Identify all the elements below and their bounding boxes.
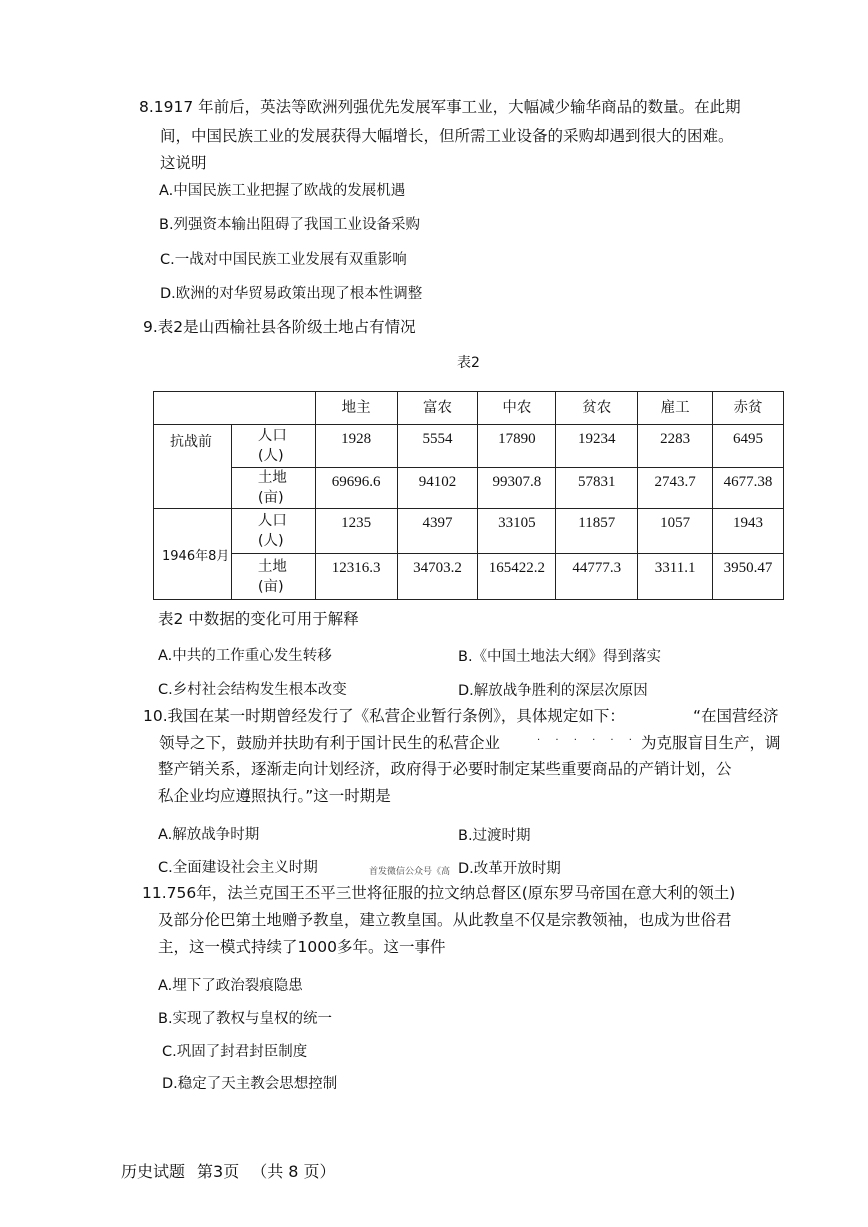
q10-stem-line-3: 整产销关系，逐渐走向计划经济，政府得于必要时制定某些重要商品的产销计划，公 — [158, 760, 732, 778]
table-cell: 12316.3 — [315, 554, 397, 600]
row-metric-population — [231, 425, 315, 468]
q11-option-b: B.实现了教权与皇权的统一 — [158, 1011, 333, 1027]
table-cell: 2743.7 — [638, 468, 713, 509]
q10-stem-line-1-quote: “在国营经济 — [693, 707, 779, 725]
column-header: 雇工 — [638, 392, 713, 425]
row-metric-population — [231, 509, 315, 554]
table-corner-cell — [154, 392, 316, 425]
table-cell: 5554 — [397, 425, 478, 468]
q9-stem: 9.表2是山西榆社县各阶级土地占有情况 — [143, 318, 416, 336]
row-metric-land — [231, 468, 315, 509]
q8-option-c: C.一战对中国民族工业发展有双重影响 — [160, 252, 407, 268]
q8-stem-line-2: 间，中国民族工业的发展获得大幅增长，但所需工业设备的采购却遇到很大的困难。 — [160, 127, 734, 145]
table-row — [154, 468, 784, 509]
table-cell: 165422.2 — [478, 554, 556, 600]
q11-stem-line-3: 主，这一模式持续了1000多年。这一事件 — [158, 938, 446, 956]
metric-label: 土地 (亩) — [257, 558, 287, 595]
table-cell: 99307.8 — [478, 468, 556, 509]
q11-option-d: D.稳定了天主教会思想控制 — [162, 1076, 338, 1092]
q11-stem-line-2: 及部分伦巴第土地赠予教皇，建立教皇国。从此教皇不仅是宗教领袖，也成为世俗君 — [158, 911, 732, 929]
q8-option-d: D.欧洲的对华贸易政策出现了根本性调整 — [160, 286, 423, 302]
q10-ellipsis: · · · · · · — [537, 735, 638, 746]
footer-page: 第3页 — [197, 1162, 240, 1181]
table-row — [154, 509, 784, 554]
q10-option-c: C.全面建设社会主义时期 — [158, 860, 318, 876]
period-label: 抗战前 — [154, 425, 232, 509]
footer-subject: 历史试题 — [121, 1162, 186, 1181]
q11-option-a: A.埋下了政治裂痕隐患 — [158, 978, 303, 994]
table-cell: 69696.6 — [315, 468, 397, 509]
q11-option-c: C.巩固了封君封臣制度 — [162, 1044, 308, 1060]
q10-option-b: B.过渡时期 — [458, 828, 531, 844]
column-header: 赤贫 — [713, 392, 784, 425]
table-cell: 2283 — [638, 425, 713, 468]
table-cell: 3950.47 — [713, 554, 784, 600]
column-header: 中农 — [478, 392, 556, 425]
table-row — [154, 554, 784, 600]
land-ownership-table — [153, 391, 784, 600]
q8-option-a: A.中国民族工业把握了欧战的发展机遇 — [159, 183, 406, 199]
table-cell: 19234 — [556, 425, 638, 468]
table-cell: 4397 — [397, 509, 478, 554]
column-header: 富农 — [397, 392, 478, 425]
q10-stem-line-4: 私企业均应遵照执行。”这一时期是 — [158, 787, 391, 805]
q10-stem-line-2: 领导之下，鼓励并扶助有利于国计民生的私营企业 — [159, 734, 501, 752]
q10-option-d: D.改革开放时期 — [458, 861, 561, 877]
footer-total: （共 8 页） — [251, 1162, 336, 1181]
table-cell: 1943 — [713, 509, 784, 554]
q10-option-a: A.解放战争时期 — [158, 827, 260, 843]
q8-stem-line-3: 这说明 — [160, 154, 207, 172]
q10-stem-line-1: 10.我国在某一时期曾经发行了《私营企业暂行条例》，具体规定如下： — [143, 707, 625, 725]
column-header: 地主 — [315, 392, 397, 425]
watermark-text: 首发微信公众号《高 — [369, 867, 451, 877]
metric-label: 人口 (人) — [257, 428, 287, 464]
table-cell: 34703.2 — [397, 554, 478, 600]
table-caption: 表2 — [457, 355, 480, 371]
table-cell: 1235 — [315, 509, 397, 554]
table-header-row — [154, 392, 784, 425]
table-cell: 44777.3 — [556, 554, 638, 600]
table-cell: 3311.1 — [638, 554, 713, 600]
column-header: 贫农 — [556, 392, 638, 425]
q11-stem-line-1: 11.756年，法兰克国王丕平三世将征服的拉文纳总督区(原东罗马帝国在意大利的领土) — [142, 884, 736, 902]
table-cell: 1057 — [638, 509, 713, 554]
table-cell: 4677.38 — [713, 468, 784, 509]
page-footer — [121, 1159, 348, 1182]
row-metric-land — [231, 554, 315, 600]
table-cell: 1928 — [315, 425, 397, 468]
metric-label: 土地 (亩) — [257, 470, 287, 506]
q9-option-d: D.解放战争胜利的深层次原因 — [458, 683, 648, 699]
table-cell: 33105 — [478, 509, 556, 554]
period-label: 1946年8月 — [154, 509, 232, 600]
q8-option-b: B.列强资本输出阻碍了我国工业设备采购 — [159, 217, 421, 233]
table-cell: 57831 — [556, 468, 638, 509]
q9-question: 表2 中数据的变化可用于解释 — [158, 610, 359, 628]
table-cell: 17890 — [478, 425, 556, 468]
table-row — [154, 425, 784, 468]
table-cell: 6495 — [713, 425, 784, 468]
q9-option-b: B.《中国土地法大纲》得到落实 — [458, 649, 662, 665]
table-cell: 11857 — [556, 509, 638, 554]
metric-label: 人口 (人) — [257, 513, 287, 549]
q8-stem-line-1: 8.1917 年前后，英法等欧洲列强优先发展军事工业，大幅减少输华商品的数量。在此期 — [139, 98, 741, 116]
q10-stem-line-2-end: 为克服盲目生产，调 — [641, 734, 781, 752]
q9-option-a: A.中共的工作重心发生转移 — [158, 648, 332, 664]
table-cell: 94102 — [397, 468, 478, 509]
q9-option-c: C.乡村社会结构发生根本改变 — [158, 682, 347, 698]
